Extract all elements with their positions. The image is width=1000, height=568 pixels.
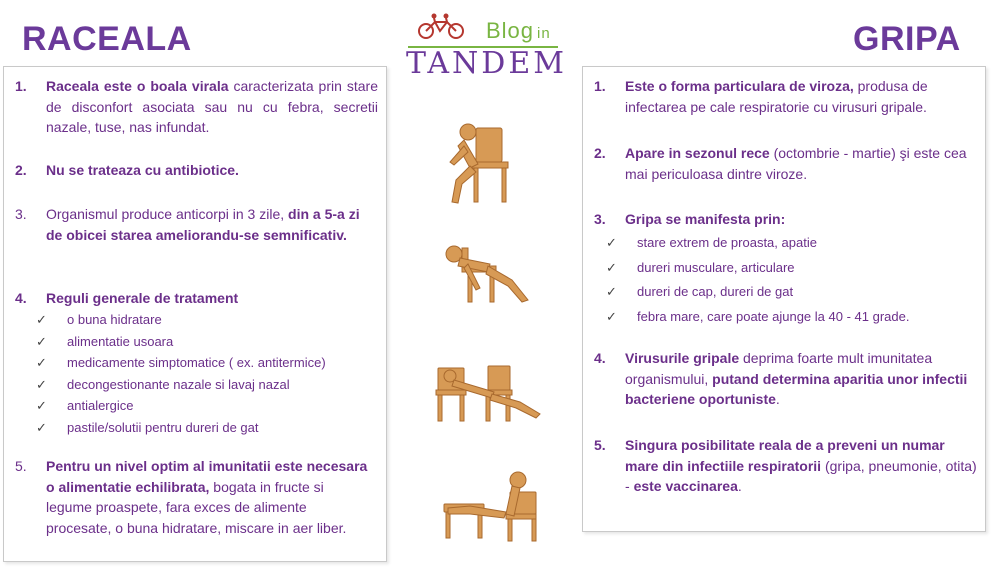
blog-in-tandem-logo[interactable] [404, 8, 567, 81]
checkmark-icon: ✓ [606, 309, 617, 324]
item-number: 3. [594, 211, 606, 227]
mannequin-reclining-icon [440, 468, 542, 544]
item-number: 4. [594, 350, 606, 366]
checkmark-icon: ✓ [36, 333, 47, 349]
item-number: 1. [594, 78, 606, 94]
mannequin-chairs-icon [434, 362, 546, 424]
checkmark-icon: ✓ [606, 235, 617, 250]
checkmark-icon: ✓ [36, 419, 47, 435]
mannequin-slumped-icon [440, 240, 532, 312]
item-number: 3. [15, 206, 27, 222]
logo-blog-text: Blog [486, 18, 535, 43]
item-text: Este o forma particulara de viroza, produsa de infectarea pe cale respiratorie cu virusuri gripale. [625, 78, 928, 115]
item-text: Virusurile gripale deprima foarte mult imunitatea organismului, putand determina aparitia unor infectii bacteriene oportuniste. [625, 350, 968, 407]
checkmark-icon: ✓ [36, 355, 47, 370]
checkmark-icon: ✓ [36, 312, 47, 327]
item-number: 4. [15, 290, 27, 306]
gripa-panel: 1. Este o forma particulara de viroza, produsa de infectarea pe cale respiratorie cu virusuri gripale. 2. Apare in sezonul rece (octombrie - martie) şi este cea mai periculoasa dintre viroze. 3. Gripa se manifesta prin: ✓ stare extrem de proasta, apatie ✓ dureri musculare, articulare ✓ dureri de cap, dureri de gat ✓ febra mare, care poate ajunge la 40 - 41 grade. 4. Virusurile gripale deprima foarte mult imunitatea organismului, putand determina aparitia unor infectii bacteriene oportuniste. 5. Singura posibilitate reala de a preveni un numar mare din infectiile respiratorii (gripa, pneumonie, otita) - este vaccinarea. [582, 66, 986, 532]
item-number: 2. [15, 162, 27, 178]
mannequin-sitting-icon [440, 118, 512, 208]
item-text: Raceala este o boala virala caracterizata prin stare de disconfort asociata sau nu cu febra, secretii nazale, tuse, nas infundat. [46, 78, 378, 135]
item-text: Singura posibilitate reala de a preveni un numar mare din infectiile respiratorii (gripa, pneumonie, otita) - este vaccinarea. [625, 437, 977, 494]
gripa-heading: GRIPA [853, 20, 961, 58]
raceala-heading: RACEALA [22, 20, 192, 58]
checkmark-icon: ✓ [606, 284, 617, 299]
item-text: Apare in sezonul rece (octombrie - martie) şi este cea mai periculoasa dintre viroze. [625, 145, 967, 182]
item-number: 1. [15, 78, 27, 94]
tandem-bike-icon [418, 12, 464, 40]
item-text: Nu se trateaza cu antibiotice. [46, 162, 239, 178]
item-number: 5. [594, 437, 606, 453]
logo-tandem-text: TANDEM [406, 46, 567, 81]
item-number: 5. [15, 458, 27, 474]
checkmark-icon: ✓ [36, 398, 47, 413]
raceala-panel: 1. Raceala este o boala virala caracterizata prin stare de disconfort asociata sau nu cu febra, secretii nazale, tuse, nas infundat. 2. Nu se trateaza cu antibiotice. 3. Organismul produce anticorpi in 3 zile, din a 5-a zi de obicei starea ameliorandu-se semnificativ. 4. Reguli generale de tratament ✓ o buna hidratare ✓ alimentatie usoara ✓ medicamente simptomatice ( ex. antitermice) ✓ decongestionante nazale si lavaj nazal ✓ antialergice ✓ pastile/solutii pentru dureri de gat 5. Pentru un nivel optim al imunitatii este necesara o alimentatie echilibrata, bogata in fructe si legume proaspete, fara exces de alimente procesate, o buna hidratare, miscare in aer liber. [3, 66, 387, 562]
item-text: Gripa se manifesta prin: [625, 211, 786, 227]
item-number: 2. [594, 145, 606, 161]
item-text: Organismul produce anticorpi in 3 zile, din a 5-a zi de obicei starea ameliorandu-se semnificativ. [46, 206, 360, 243]
item-text: Pentru un nivel optim al imunitatii este necesara o alimentatie echilibrata, bogata in fructe si legume proaspete, fara exces de alimente procesate, o buna hidratare, miscare in aer liber. [46, 458, 368, 536]
logo-in-text: in [537, 25, 551, 42]
item-text: Reguli generale de tratament [46, 290, 239, 306]
checkmark-icon: ✓ [606, 260, 617, 275]
checkmark-icon: ✓ [36, 376, 47, 392]
